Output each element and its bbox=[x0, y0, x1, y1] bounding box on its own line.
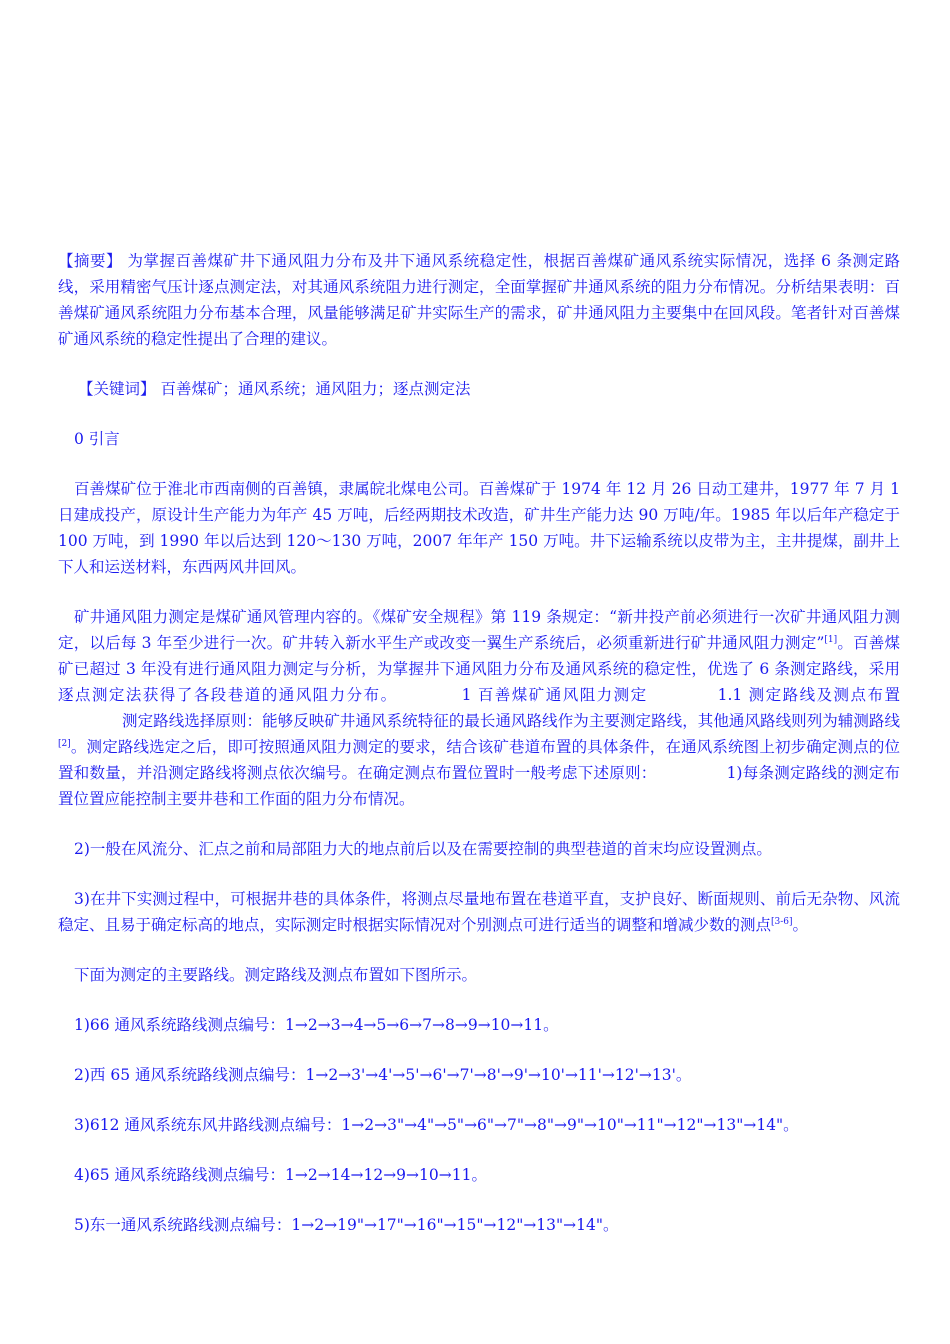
intro-text-part3: 测定路线选择原则：能够反映矿井通风系统特征的最长通风路线作为主要测定路线，其他通风路线则列为辅测路线 bbox=[122, 712, 900, 730]
intro-text-part1: 矿井通风阻力测定是煤矿通风管理内容的。《煤矿安全规程》第 119 条规定：“新井投产前必须进行一次矿井通风阻力测定，以后每 3 年至少进行一次。矿井转入新水平生产或改变一翼生产系统后，必须重新进行矿井通风阻力测定” bbox=[58, 608, 900, 652]
citation-3-6: [3-6] bbox=[771, 917, 793, 927]
route-item: 1)66 通风系统路线测点编号：1→2→3→4→5→6→7→8→9→10→11。 bbox=[74, 1016, 559, 1034]
route-item: 5)东一通风系统路线测点编号：1→2→19"→17"→16"→15"→12"→13"→14"。 bbox=[74, 1216, 619, 1234]
citation-2: [2] bbox=[58, 739, 71, 749]
principle-1: 1)每条测定路线的测定布置位置应能控制主要井巷和工作面的阻力分布情况。 bbox=[58, 764, 900, 808]
intro-text-part2: 。百善煤矿已超过 3 年没有进行通风阻力测定与分析，为掌握井下通风阻力分布及通风系统的稳定性，优选了 6 条测定路线，采用逐点测定法获得了各段巷道的通风阻力分布。 bbox=[58, 634, 900, 704]
section-1-1-heading: 1.1 测定路线及测点布置 bbox=[717, 686, 900, 704]
document-body bbox=[58, 248, 900, 1238]
abstract-paragraph bbox=[58, 248, 900, 352]
citation-1: [1] bbox=[824, 635, 838, 645]
keywords-label: 【关键词】 bbox=[78, 380, 156, 398]
keywords-text: 百善煤矿；通风系统；通风阻力；逐点测定法 bbox=[160, 380, 471, 398]
intro-paragraph-1: 百善煤矿位于淮北市西南侧的百善镇，隶属皖北煤电公司。百善煤矿于 1974 年 12 月 26 日动工建井，1977 年 7 月 1 日建成投产，原设计生产能力为年产 45 万吨，后经两期技术改造，矿井生产能力达 90 万吨/年。1985 年以后年产稳定于 100 万吨，到 1990 年以后达到 120～130 万吨，2007 年年产 150 万吨。井下运输系统以皮带为主，主井提煤，副井上下人和运送材料，东西两风井回风。 bbox=[58, 480, 900, 576]
route-item: 3)612 通风系统东风井路线测点编号：1→2→3"→4"→5"→6"→7"→8"→9"→10"→11"→12"→13"→14"。 bbox=[74, 1116, 799, 1134]
section-1-heading: 1 百善煤矿通风阻力测定 bbox=[461, 686, 648, 704]
principle-3-text: 3)在井下实测过程中，可根据井巷的具体条件，将测点尽量地布置在巷道平直，支护良好、断面规则、前后无杂物、风流稳定、且易于确定标高的地点，实际测定时根据实际情况对个别测点可进行适当的调整和增减少数的测点 bbox=[58, 890, 900, 934]
route-item: 2)西 65 通风系统路线测点编号：1→2→3'→4'→5'→6'→7'→8'→9'→10'→11'→12'→13'。 bbox=[74, 1066, 692, 1084]
keywords-paragraph bbox=[58, 376, 900, 402]
principle-3-end: 。 bbox=[792, 916, 809, 934]
principle-2: 2)一般在风流分、汇点之前和局部阻力大的地点前后以及在需要控制的典型巷道的首末均应设置测点。 bbox=[74, 840, 772, 858]
intro-paragraph-2 bbox=[58, 604, 900, 812]
route-item: 4)65 通风系统路线测点编号：1→2→14→12→9→10→11。 bbox=[74, 1166, 487, 1184]
intro-text-part4: 。测定路线选定之后，即可按照通风阻力测定的要求，结合该矿巷道布置的具体条件，在通风系统图上初步确定测点的位置和数量，并沿测定路线将测点依次编号。在确定测点布置位置时一般考虑下述原则： bbox=[58, 738, 900, 782]
abstract-text: 为掌握百善煤矿井下通风阻力分布及井下通风系统稳定性，根据百善煤矿通风系统实际情况，选择 6 条测定路线，采用精密气压计逐点测定法，对其通风系统阻力进行测定，全面掌握矿井通风系统的阻力分布情况。分析结果表明：百善煤矿通风系统阻力分布基本合理，风量能够满足矿井实际生产的需求，矿井通风阻力主要集中在回风段。笔者针对百善煤矿通风系统的稳定性提出了合理的建议。 bbox=[58, 252, 900, 348]
routes-intro: 下面为测定的主要路线。测定路线及测点布置如下图所示。 bbox=[74, 966, 478, 984]
abstract-label: 【摘要】 bbox=[58, 252, 123, 270]
principle-3 bbox=[58, 886, 900, 938]
section-0-heading: 0 引言 bbox=[74, 430, 120, 448]
